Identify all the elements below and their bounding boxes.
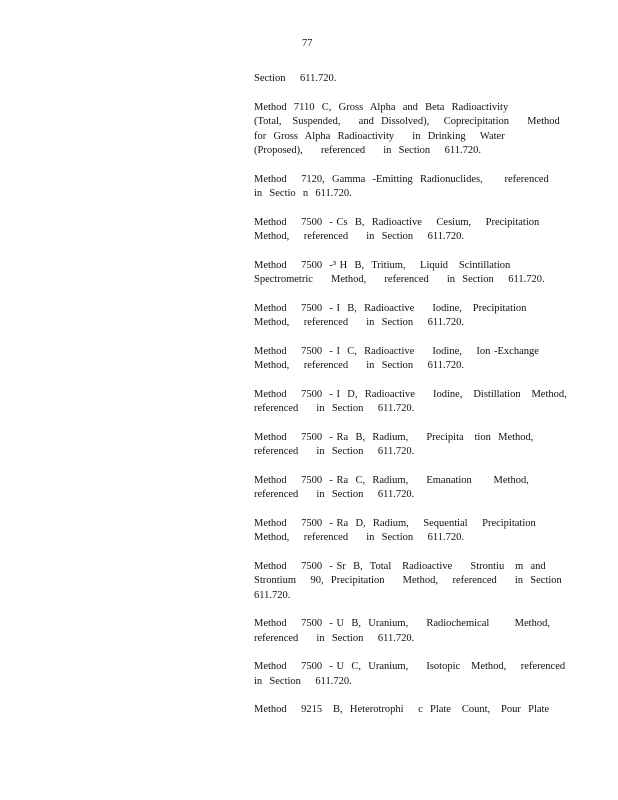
text-line: Method 9215 B, Heterotrophi c Plate Count, Pour Plate [254,704,550,715]
text-line: Method 7500 - Cs B, Radioactive Cesium, Precipitation [254,216,540,228]
paragraph [254,474,544,503]
text-line: Method 7500 - U B, Uranium, Radiochemical Method, [254,618,550,629]
text-line: Method 7500 -³ H B, Tritium, Liquid Scintillation [254,259,511,271]
text-line: for Gross Alpha Radioactivity in Drinking Water [254,130,505,142]
paragraph [254,101,560,159]
paragraph [254,660,566,689]
text-line: referenced in Section 611.720. [254,446,415,457]
paragraph [254,517,544,546]
text-line: (Total, Suspended, and Dissolved), Coprecipitation Method [254,116,560,127]
paragraph [254,72,544,87]
text-line: Method, referenced in Section 611.720. [254,360,464,371]
text-line: Method 7500 - I C, Radioactive Iodine, Ion -Exchange [254,345,539,357]
text-line: 611.720. [254,589,291,601]
text-line: (Proposed), referenced in Section 611.720. [254,145,482,156]
text-line: Method 7500 - I D, Radioactive Iodine, Distillation Method, [254,388,567,400]
page-number: 77 [302,38,313,49]
text-line: Method 7500 - I B, Radioactive Iodine, Precipitation [254,302,527,314]
text-line: Method, referenced in Section 611.720. [254,532,464,543]
text-line: referenced in Section 611.720. [254,632,415,644]
text-line: in Section 611.720. [254,675,352,687]
text-line: Method 7500 - Ra C, Radium, Emanation Method, [254,474,529,486]
paragraph [254,302,544,331]
paragraph [254,388,567,417]
text-line: Method, referenced in Section 611.720. [254,317,464,328]
paragraph [254,216,544,245]
text-line: Spectrometric Method, referenced in Section 611.720. [254,274,545,285]
text-line: Method 7500 - U C, Uranium, Isotopic Method, referenced [254,661,566,672]
text-line: referenced in Section 611.720. [254,489,415,500]
text-line: Method 7110 C, Gross Alpha and Beta Radioactivity [254,101,509,113]
text-line: Strontium 90, Precipitation Method, referenced in Section [254,575,562,586]
text-line: Method 7500 - Sr B, Total Radioactive Strontiu m and [254,560,546,572]
paragraph [254,617,550,646]
paragraph [254,703,550,718]
text-line: Method 7500 - Ra D, Radium, Sequential Precipitation [254,517,536,529]
paragraph [254,173,549,202]
text-line: Section 611.720. [254,73,337,84]
text-line: in Sectio n 611.720. [254,188,352,199]
paragraph [254,431,544,460]
document-body [254,72,567,732]
text-line: Method 7120, Gamma -Emitting Radionuclides, referenced [254,173,549,185]
text-line: Method, referenced in Section 611.720. [254,231,464,242]
text-line: Method 7500 - Ra B, Radium, Precipita tion Method, [254,431,534,443]
text-line: referenced in Section 611.720. [254,403,415,414]
paragraph [254,560,562,604]
paragraph [254,259,544,288]
paragraph [254,345,544,374]
